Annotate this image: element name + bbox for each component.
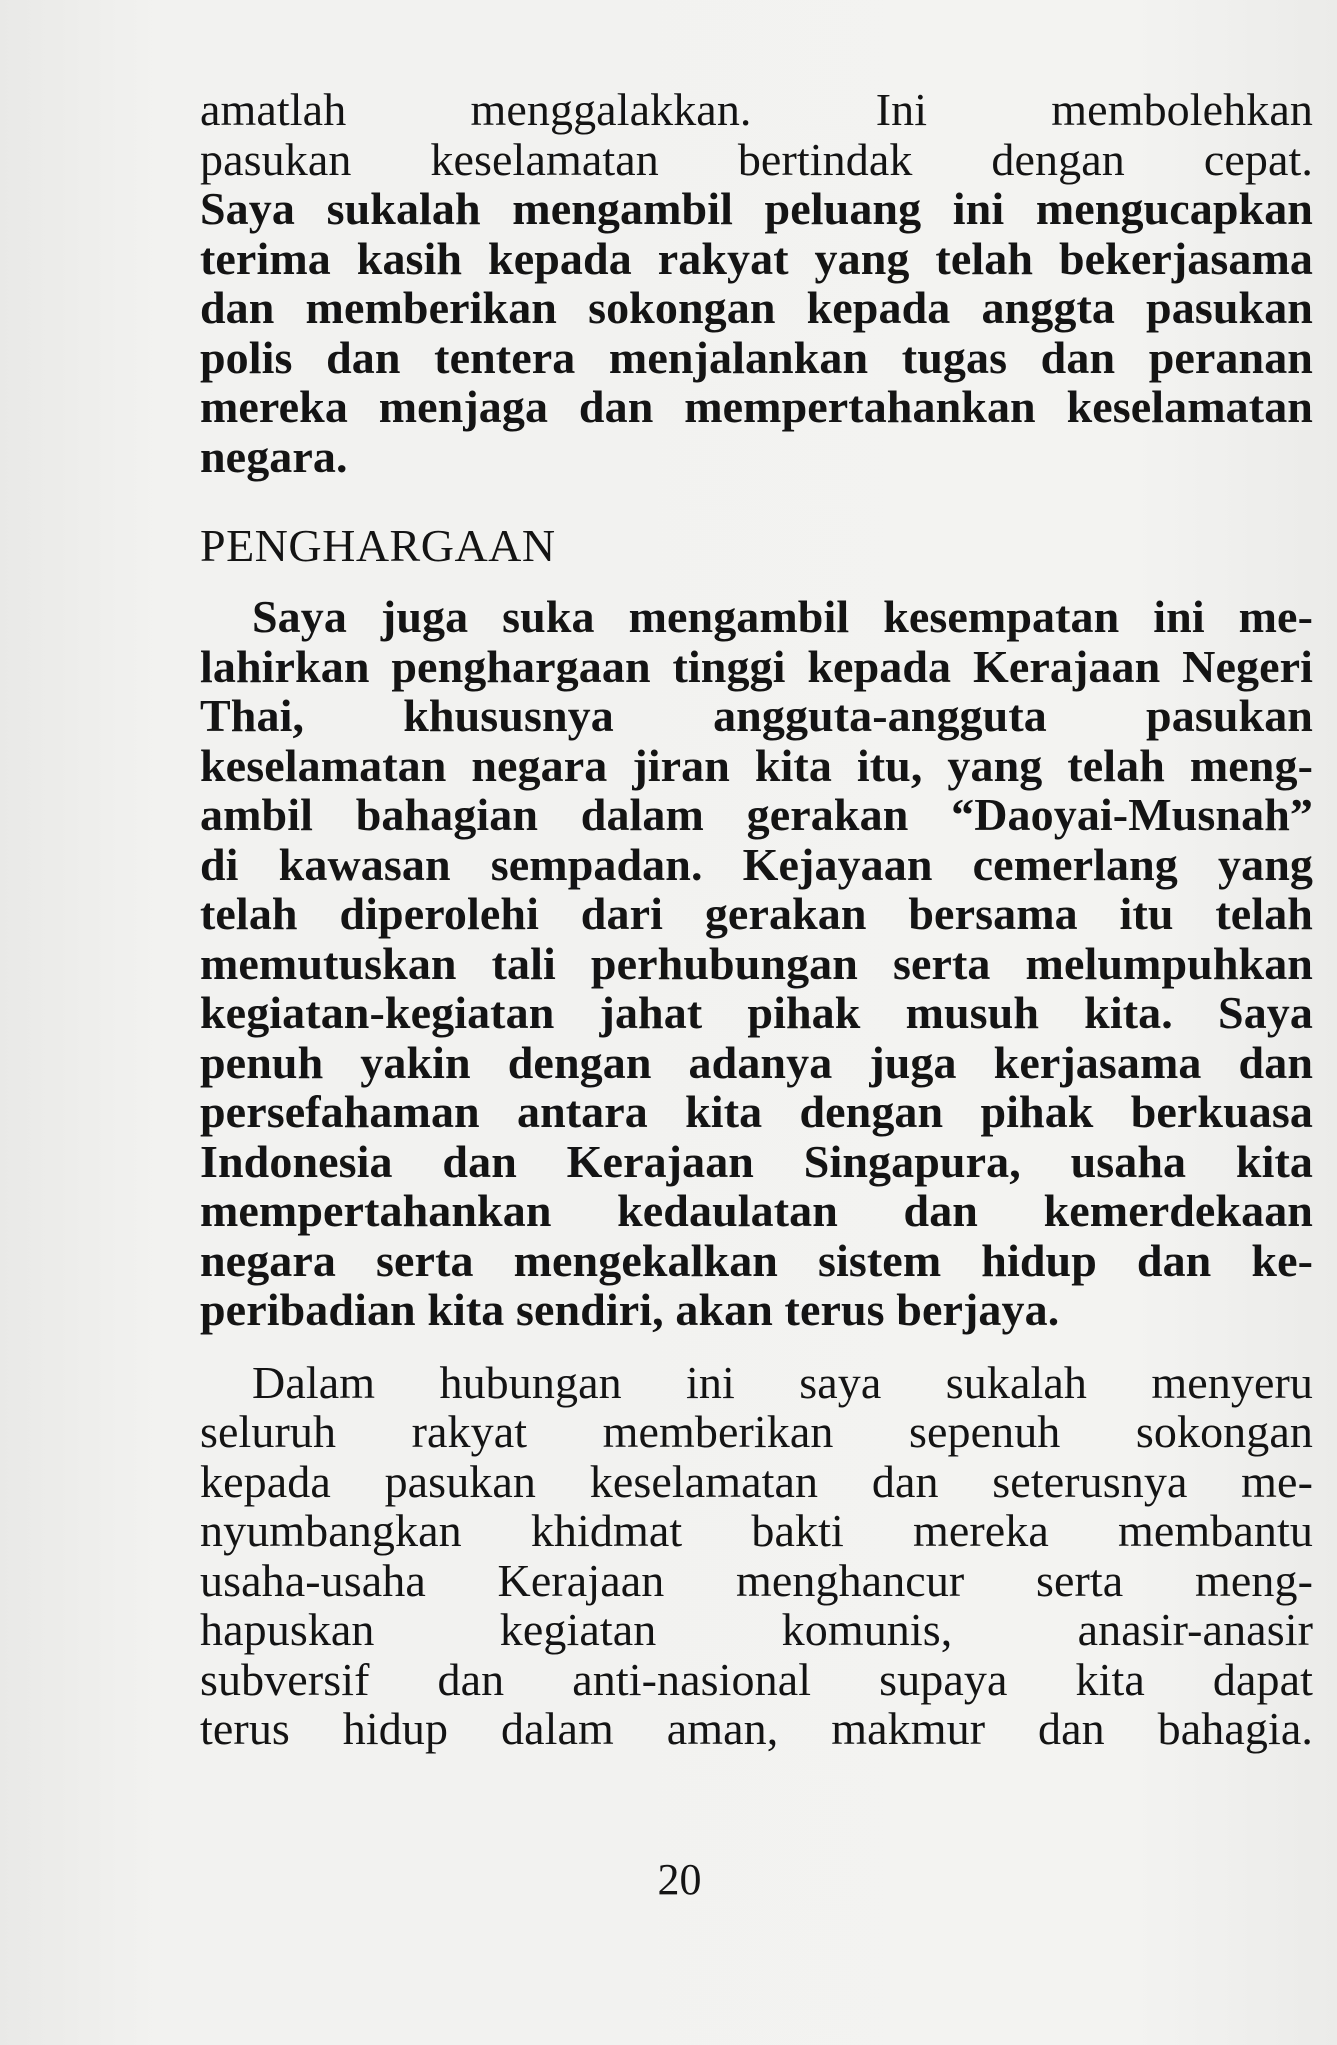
text-line: nyumbangkan khidmat bakti mereka membantu [200,1505,1313,1556]
text-line: penuh yakin dengan adanya juga kerjasama dan [200,1036,1313,1088]
page-number: 20 [657,1855,702,1904]
text-line: keselamatan negara jiran kita itu, yang telah meng- [200,739,1313,791]
text-line: subversif dan anti-nasional supaya kita dapat [200,1653,1313,1705]
text-line: telah diperolehi dari gerakan bersama itu telah [200,888,1313,939]
paragraph-2 [200,592,1313,1335]
text-line: terima kasih kepada rakyat yang telah bekerjasama [200,232,1313,284]
text-line: persefahaman antara kita dengan pihak berkuasa [200,1086,1313,1137]
paragraph-1 [200,85,1313,481]
text-line: ambil bahagian dalam gerakan “Daoyai-Musnah” [200,789,1313,840]
text-line: negara serta mengekalkan sistem hidup dan ke- [200,1234,1313,1286]
text-line: kepada pasukan keselamatan dan seterusnya me- [200,1455,1313,1507]
paragraph-3 [200,1358,1313,1754]
text-line: negara. [200,430,348,482]
text-line: Saya juga suka mengambil kesempatan ini me- [252,591,1313,642]
text-line: hapuskan kegiatan komunis, anasir-anasir [200,1604,1313,1655]
section-heading: PENGHARGAAN [200,520,556,571]
text-line: kegiatan-kegiatan jahat pihak musuh kita. Saya [200,987,1313,1038]
text-line: seluruh rakyat memberikan sepenuh sokongan [200,1406,1313,1457]
text-line: Thai, khususnya angguta-angguta pasukan [200,690,1313,741]
text-line: memutuskan tali perhubungan serta melumpuhkan [200,937,1313,989]
text-line: di kawasan sempadan. Kejayaan cemerlang yang [200,838,1313,890]
text-line: dan memberikan sokongan kepada anggta pasukan [200,282,1313,333]
text-line: mereka menjaga dan mempertahankan keselamatan [200,381,1313,432]
text-line: Dalam hubungan ini saya sukalah menyeru [252,1356,1313,1408]
text-line: Indonesia dan Kerajaan Singapura, usaha kita [200,1135,1313,1187]
text-line: usaha-usaha Kerajaan menghancur serta meng- [200,1554,1313,1606]
text-line: polis dan tentera menjalankan tugas dan peranan [200,331,1313,383]
text-line: mempertahankan kedaulatan dan kemerdekaan [200,1185,1313,1236]
text-column [200,85,1313,1754]
text-line: amatlah menggalakkan. Ini membolehkan [200,84,1313,135]
text-line: pasukan keselamatan bertindak dengan cepat. [200,133,1313,185]
text-line: lahirkan penghargaan tinggi kepada Kerajaan Negeri [200,640,1313,692]
text-line: Saya sukalah mengambil peluang ini mengucapkan [200,183,1313,234]
text-line: peribadian kita sendiri, akan terus berjaya. [200,1284,1060,1335]
text-line: terus hidup dalam aman, makmur dan bahagia. [200,1703,1313,1754]
